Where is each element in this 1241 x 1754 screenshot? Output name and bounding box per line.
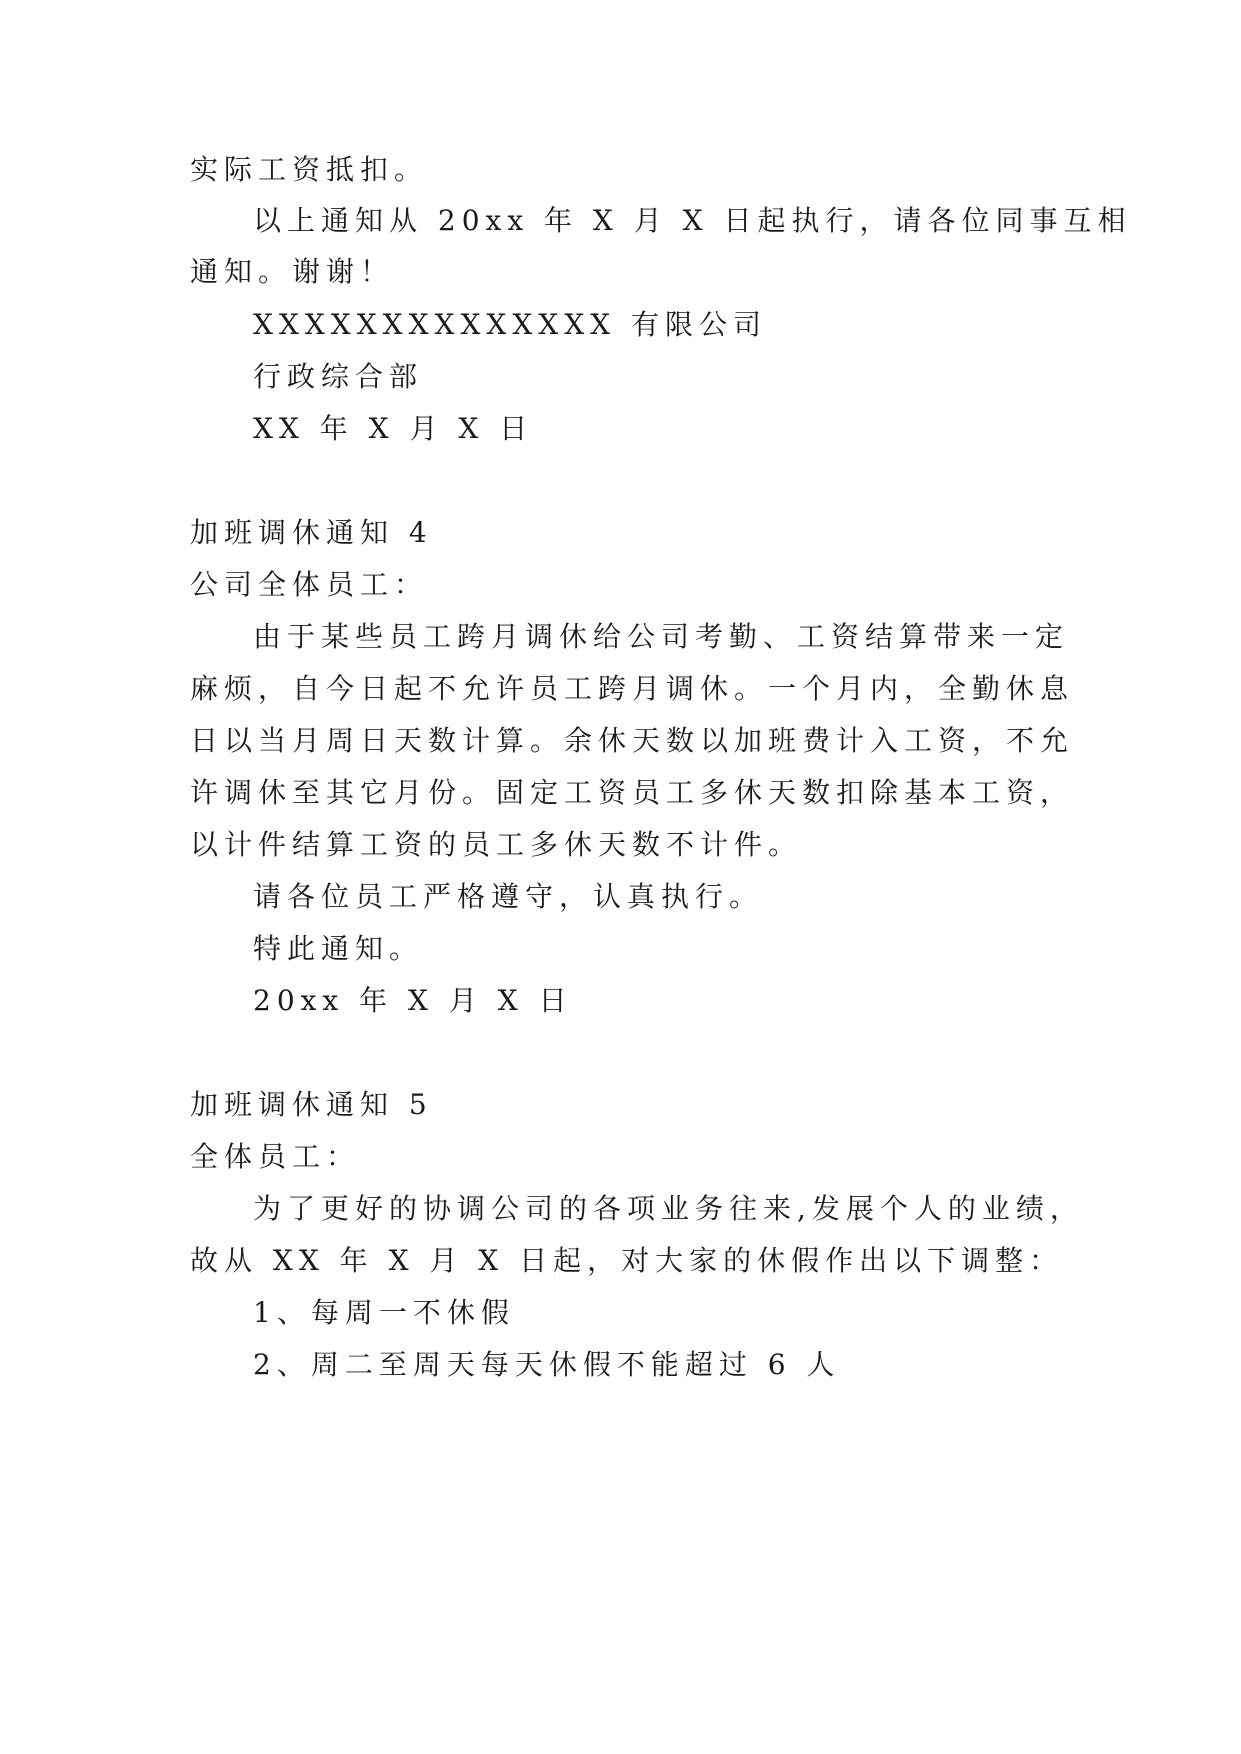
company-name: XXXXXXXXXXXXXX 有限公司 xyxy=(253,308,767,341)
paragraph-line: 特此通知。 xyxy=(253,932,424,965)
salutation: 公司全体员工： xyxy=(190,568,429,601)
paragraph-line: 许调休至其它月份。固定工资员工多休天数扣除基本工资， xyxy=(190,776,1075,809)
paragraph-line: 以上通知从 20xx 年 X 月 X 日起执行，请各位同事互相 xyxy=(253,204,1132,237)
department-name: 行政综合部 xyxy=(253,360,424,393)
paragraph-line: 请各位员工严格遵守，认真执行。 xyxy=(253,880,764,913)
list-item: 1、每周一不休假 xyxy=(253,1296,515,1329)
paragraph-line: 实际工资抵扣。 xyxy=(190,153,429,186)
paragraph-line: 故从 XX 年 X 月 X 日起，对大家的休假作出以下调整： xyxy=(190,1244,1064,1277)
section-heading: 加班调休通知 4 xyxy=(190,516,433,549)
section-heading: 加班调休通知 5 xyxy=(190,1088,433,1121)
list-item: 2、周二至周天每天休假不能超过 6 人 xyxy=(253,1348,841,1381)
paragraph-line: 通知。谢谢！ xyxy=(190,255,395,288)
paragraph-line: 以计件结算工资的员工多休天数不计件。 xyxy=(190,828,803,861)
paragraph-line: 日以当月周日天数计算。余休天数以加班费计入工资，不允 xyxy=(190,724,1075,757)
signature-date: 20xx 年 X 月 X 日 xyxy=(253,984,573,1017)
paragraph-line: 麻烦，自今日起不允许员工跨月调休。一个月内，全勤休息 xyxy=(190,672,1075,705)
paragraph-line: 为了更好的协调公司的各项业务往来,发展个人的业绩， xyxy=(253,1192,1084,1225)
paragraph-line: 由于某些员工跨月调休给公司考勤、工资结算带来一定 xyxy=(253,620,1070,653)
signature-date: XX 年 X 月 X 日 xyxy=(253,412,534,445)
salutation: 全体员工： xyxy=(190,1140,361,1173)
